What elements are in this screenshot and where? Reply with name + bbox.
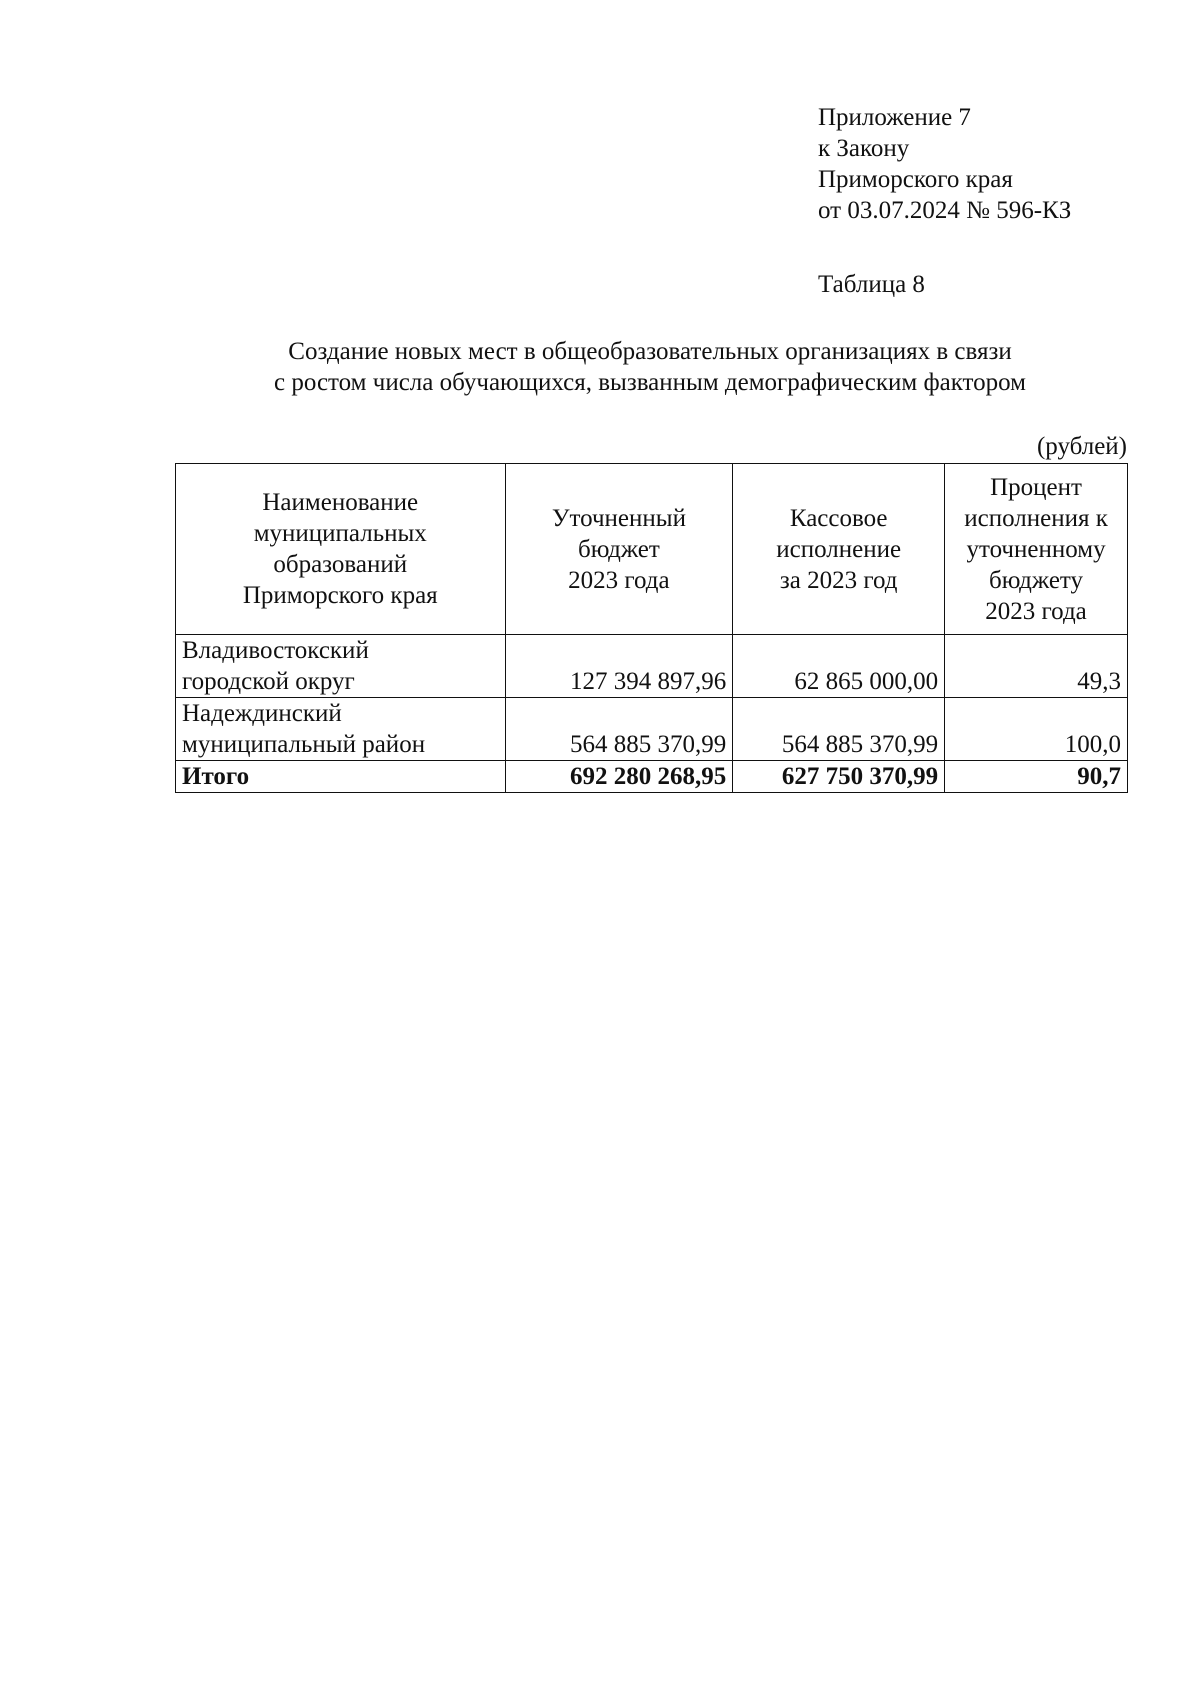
header-percent-line: 2023 года — [985, 597, 1087, 625]
header-cash-execution — [733, 464, 945, 635]
row-execution-percent: 100,0 — [945, 698, 1128, 761]
units-label: (рублей) — [1036, 433, 1127, 460]
table-row — [176, 698, 1128, 761]
header-percent-line: бюджету — [989, 566, 1084, 594]
appendix-law: к Закону — [818, 135, 910, 162]
row-name-line: муниципальный район — [182, 731, 426, 758]
table-number: Таблица 8 — [818, 271, 925, 298]
total-cash-execution: 627 750 370,99 — [733, 761, 945, 793]
total-execution-percent: 90,7 — [945, 761, 1128, 793]
header-refined-budget — [505, 464, 733, 635]
row-name-line: Владивостокский — [182, 637, 369, 664]
header-municipality-line: Приморского края — [242, 582, 438, 609]
row-cash-execution: 564 885 370,99 — [733, 698, 945, 761]
appendix-number: Приложение 7 — [818, 104, 971, 131]
total-label: Итого — [176, 761, 506, 793]
title-line-1: Создание новых мест в общеобразовательных организациях в связи — [288, 338, 1012, 365]
header-municipality — [176, 464, 506, 635]
header-execution-percent — [945, 464, 1128, 635]
header-percent-line: Процент — [990, 473, 1082, 501]
title-line-2: с ростом числа обучающихся, вызванным демографическим фактором — [273, 369, 1026, 396]
header-percent-line: исполнения к — [964, 504, 1108, 532]
appendix-region: Приморского края — [818, 166, 1013, 193]
budget-table — [175, 463, 1128, 793]
row-name-line: городской округ — [182, 668, 355, 695]
document-title — [180, 336, 1120, 398]
appendix-reference — [818, 102, 1071, 226]
total-refined-budget: 692 280 268,95 — [505, 761, 733, 793]
header-execution-line: за 2023 год — [779, 566, 898, 594]
header-percent-line: уточненному — [966, 535, 1106, 563]
row-cash-execution: 62 865 000,00 — [733, 635, 945, 698]
header-municipality-line: образований — [273, 551, 408, 578]
row-municipality-name — [176, 698, 506, 761]
total-row — [176, 761, 1128, 793]
table-row — [176, 635, 1128, 698]
row-refined-budget: 564 885 370,99 — [505, 698, 733, 761]
row-name-line: Надеждинский — [182, 700, 342, 727]
row-municipality-name — [176, 635, 506, 698]
header-execution-line: Кассовое — [789, 504, 888, 532]
header-execution-line: исполнение — [776, 535, 902, 563]
row-execution-percent: 49,3 — [945, 635, 1128, 698]
header-budget-line: бюджет — [577, 535, 660, 563]
header-budget-line: 2023 года — [568, 566, 670, 594]
header-municipality-line: муниципальных — [253, 520, 427, 547]
appendix-date-number: от 03.07.2024 № 596-КЗ — [818, 197, 1072, 224]
header-municipality-line: Наименование — [262, 489, 419, 516]
row-refined-budget: 127 394 897,96 — [505, 635, 733, 698]
header-budget-line: Уточненный — [551, 504, 686, 532]
table-header-row — [176, 464, 1128, 635]
